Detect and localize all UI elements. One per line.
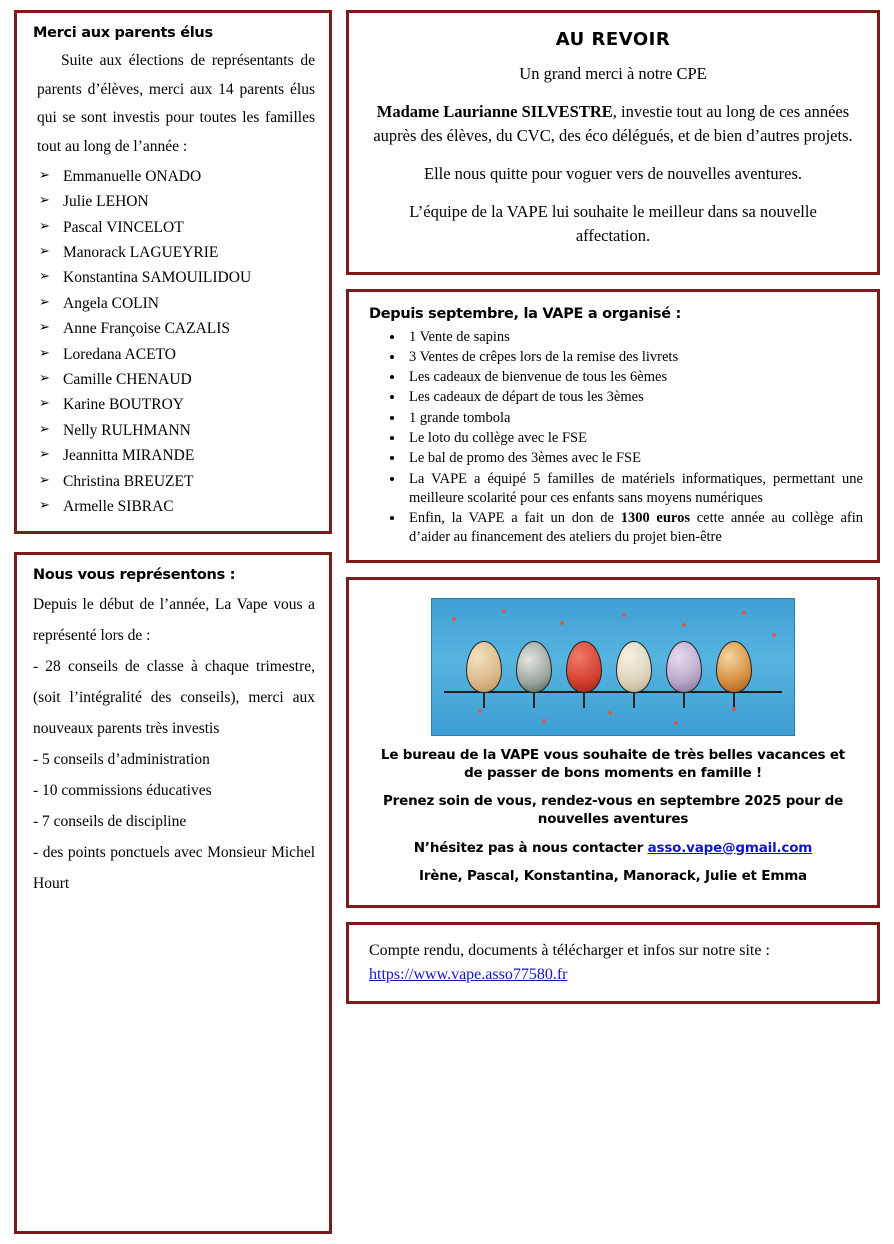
parent-name: Emmanuelle ONADO xyxy=(63,167,202,185)
representation-line: - 28 conseils de classe à chaque trimestre, (soit l’intégralité des conseils), merci aux nouveaux parents très investis xyxy=(33,658,315,738)
arrow-bullet-icon: ➢ xyxy=(39,217,50,233)
wishes-box xyxy=(346,577,880,908)
arrow-bullet-icon: ➢ xyxy=(39,242,50,258)
parent-name: Armelle SIBRAC xyxy=(63,497,174,515)
list-item: • Les cadeaux de départ de tous les 3èmes xyxy=(405,388,863,407)
list-item: • Les cadeaux de bienvenue de tous les 6èmes xyxy=(405,368,863,387)
farewell-title: AU REVOIR xyxy=(555,29,671,50)
arrow-bullet-icon: ➢ xyxy=(39,446,50,462)
list-item xyxy=(33,164,319,189)
speck xyxy=(742,611,746,615)
birds-on-wire-image xyxy=(431,598,795,736)
list-item xyxy=(33,316,319,341)
list-item xyxy=(33,443,319,468)
footer-text xyxy=(369,939,857,987)
arrow-bullet-icon: ➢ xyxy=(39,496,50,512)
parents-elus-box xyxy=(14,10,332,534)
parent-name: Julie LEHON xyxy=(63,193,149,211)
parent-name: Konstantina SAMOUILIDOU xyxy=(63,269,252,287)
speck xyxy=(674,721,678,725)
list-item: • Le bal de promo des 3èmes avec le FSE xyxy=(405,449,863,468)
farewell-line-3: Elle nous quitte pour voguer vers de nouvelles aventures. xyxy=(423,163,803,183)
donation-suffix: cette année au collège afin d’aider au financement des ateliers du projet bien-être xyxy=(409,510,863,546)
list-item: • La VAPE a équipé 5 familles de matériels informatiques, permettant une meilleure scolarité pour ces enfants sans moyens numériques xyxy=(405,470,863,509)
representation-line: - 5 conseils d’administration xyxy=(33,751,210,769)
contact-message xyxy=(371,839,855,857)
list-item: • 1 Vente de sapins xyxy=(405,328,863,347)
email-link[interactable]: asso.vape@gmail.com xyxy=(647,839,813,856)
speck xyxy=(608,711,612,715)
donation-prefix: Enfin, la VAPE a fait un don de xyxy=(409,510,621,527)
arrow-bullet-icon: ➢ xyxy=(39,293,50,309)
bird-1 xyxy=(466,641,502,693)
arrow-bullet-icon: ➢ xyxy=(39,369,50,385)
bird-3 xyxy=(566,641,602,693)
speck xyxy=(732,707,736,711)
parent-name: Anne Françoise CAZALIS xyxy=(63,320,231,338)
representation-line: - 7 conseils de discipline xyxy=(33,813,187,831)
parent-name: Angela COLIN xyxy=(63,294,159,312)
farewell-box xyxy=(346,10,880,275)
parents-elus-intro: Suite aux élections de représentants de parents d’élèves, merci aux 14 parents élus qui se sont investis pour toutes les familles tout au long de l’année : xyxy=(37,52,315,156)
list-item xyxy=(33,392,319,417)
representation-line: - 10 commissions éducatives xyxy=(33,782,212,800)
farewell-line-2 xyxy=(373,100,853,148)
list-item xyxy=(33,265,319,290)
list-item xyxy=(33,342,319,367)
parent-name: Loredana ACETO xyxy=(63,345,176,363)
parent-name: Christina BREUZET xyxy=(63,472,194,490)
list-item xyxy=(33,469,319,494)
arrow-bullet-icon: ➢ xyxy=(39,395,50,411)
cpe-description: , investie tout au long de ces années auprès des élèves, du CVC, des éco délégués, et de bien d’autres projets. xyxy=(373,101,853,145)
speck xyxy=(682,623,686,627)
arrow-bullet-icon: ➢ xyxy=(39,344,50,360)
bird-4 xyxy=(616,641,652,693)
list-item: • 3 Ventes de crêpes lors de la remise des livrets xyxy=(405,348,863,367)
birds-image-wrap xyxy=(363,598,863,736)
bird-5 xyxy=(666,641,702,693)
list-item: • Le loto du collège avec le FSE xyxy=(405,429,863,448)
team-names: Irène, Pascal, Konstantina, Manorack, Julie et Emma xyxy=(419,867,807,884)
list-item xyxy=(33,494,319,519)
bird-2 xyxy=(516,641,552,693)
farewell-line-1: Un grand merci à notre CPE xyxy=(519,64,707,83)
arrow-bullet-icon: ➢ xyxy=(39,319,50,335)
list-item: • 1 grande tombola xyxy=(405,409,863,428)
website-link[interactable]: https://www.vape.asso77580.fr xyxy=(369,965,568,983)
arrow-bullet-icon: ➢ xyxy=(39,420,50,436)
representation-box xyxy=(14,552,332,1234)
parent-name: Manorack LAGUEYRIE xyxy=(63,243,219,261)
arrow-bullet-icon: ➢ xyxy=(39,192,50,208)
left-column xyxy=(14,10,332,1234)
speck xyxy=(542,719,546,723)
speck xyxy=(452,617,456,621)
wishes-message-1: Le bureau de la VAPE vous souhaite de très belles vacances et de passer de bons moments en famille ! xyxy=(380,746,846,781)
parents-elus-title: Merci aux parents élus xyxy=(33,25,213,41)
actions-box xyxy=(346,289,880,563)
list-item xyxy=(33,215,319,240)
arrow-bullet-icon: ➢ xyxy=(39,471,50,487)
representation-title: Nous vous représentons : xyxy=(33,567,236,584)
list-item xyxy=(33,367,319,392)
parent-name: Pascal VINCELOT xyxy=(63,218,184,236)
speck xyxy=(622,613,626,617)
actions-title: Depuis septembre, la VAPE a organisé : xyxy=(369,305,682,322)
list-item xyxy=(33,240,319,265)
list-item xyxy=(33,418,319,443)
speck xyxy=(478,709,482,713)
parent-name: Jeannitta MIRANDE xyxy=(63,447,195,465)
cpe-name: Madame Laurianne SILVESTRE xyxy=(376,101,613,121)
farewell-line-4: L’équipe de la VAPE lui souhaite le meilleur dans sa nouvelle affectation. xyxy=(409,201,817,245)
actions-list xyxy=(363,328,863,548)
contact-prefix: N’hésitez pas à nous contacter xyxy=(413,839,648,856)
bird-6 xyxy=(716,641,752,693)
representation-line: - des points ponctuels avec Monsieur Michel Hourt xyxy=(33,844,315,893)
footer-label: Compte rendu, documents à télécharger et infos sur notre site : xyxy=(369,941,770,959)
wishes-message-2: Prenez soin de vous, rendez-vous en septembre 2025 pour de nouvelles aventures xyxy=(382,793,844,828)
arrow-bullet-icon: ➢ xyxy=(39,268,50,284)
list-item xyxy=(33,189,319,214)
speck xyxy=(502,609,506,613)
parent-name: Karine BOUTROY xyxy=(63,396,184,414)
footer-box xyxy=(346,922,880,1004)
list-item xyxy=(33,291,319,316)
parents-elus-list xyxy=(27,164,319,520)
donation-amount: 1300 euros xyxy=(620,510,690,527)
list-item-donation xyxy=(405,509,863,548)
speck xyxy=(772,633,776,637)
parent-name: Nelly RULHMANN xyxy=(63,421,191,439)
parent-name: Camille CHENAUD xyxy=(63,370,192,388)
representation-paragraph: Depuis le début de l’année, La Vape vous a représenté lors de : xyxy=(33,596,315,645)
arrow-bullet-icon: ➢ xyxy=(39,166,50,182)
right-column xyxy=(346,10,880,1234)
speck xyxy=(560,621,564,625)
